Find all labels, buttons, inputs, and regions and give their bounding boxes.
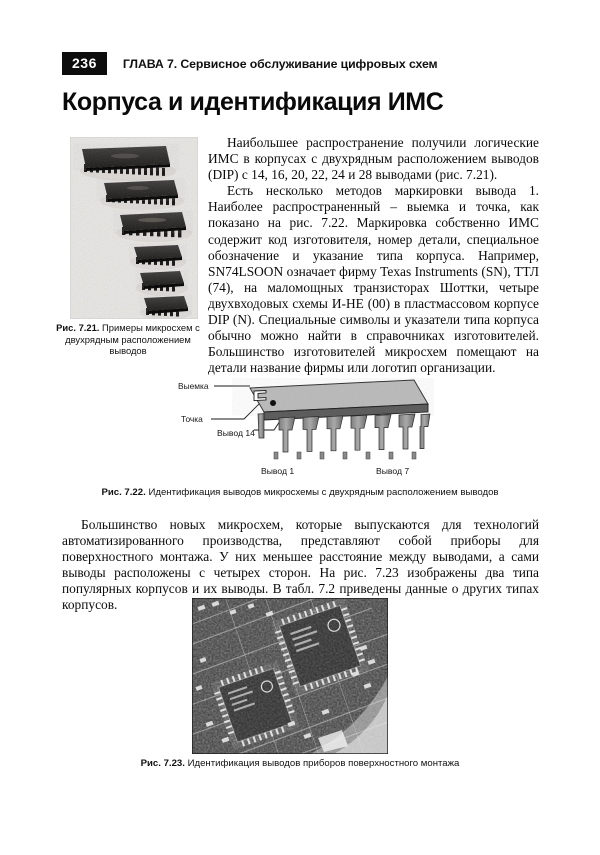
- dip-chip-28: [80, 146, 176, 181]
- figure-7-23-image: [192, 598, 388, 754]
- figure-7-21-image: [70, 137, 198, 319]
- pin-row-front: [279, 414, 430, 452]
- pin-row-back: [274, 452, 416, 459]
- label-notch: Выемка: [178, 381, 209, 391]
- dot-marker-icon: [270, 400, 276, 406]
- dip-package-drawing: [250, 380, 428, 438]
- paragraph-2: Есть несколько методов маркировки вывода 1. Наиболее распространенный – выемка и точка, как показано на рис. 7.22. Маркировка собственно ИМС содержит код изготовителя, номер детали, специальное обозначение и указание типа корпуса. Например, SN74LSOON означает фирму Texas Instruments (SN), ТТЛ (74), на маломощных транзисторах Шоттки, четыре двухвходовых схемы И-НЕ (00) в пластмассовом корпусе DIP (N). Специальные символы и указатели типа корпуса обычно можно найти в справочниках изготовителей. Большинство изготовителей микросхем помещают на детали название фирмы или логотип организации.: [208, 183, 539, 376]
- dip-chip-14-b: [140, 296, 192, 319]
- paragraph-3: Большинство новых микросхем, которые выпускаются для технологий автоматизированного производства, представляют собой приборы для поверхностного монтажа. У них меньшее расстояние между выводами, а сами выводы расположены с четырех сторон. На рис. 7.23 изображены два типа популярных корпусов и их выводы. В табл. 7.2 приведены данные о других типах корпусов.: [62, 517, 539, 613]
- label-pin-7: Вывод 7: [376, 466, 410, 476]
- photo-dip-packages: [70, 137, 198, 319]
- body-column-right: [208, 135, 539, 376]
- figure-7-22-caption: [60, 487, 540, 499]
- figure-7-22-caption-label: Рис. 7.22.: [101, 487, 146, 498]
- figure-7-23-caption-label: Рис. 7.23.: [140, 758, 185, 769]
- photo-surface-mount-board: [192, 598, 388, 754]
- dip-chip-22: [116, 212, 192, 242]
- page-number-badge: 236: [62, 52, 107, 75]
- figure-7-21-caption: [48, 322, 208, 357]
- running-head: [62, 52, 438, 75]
- dip-chip-24: [100, 180, 184, 210]
- paragraph-1: Наибольшее распространение получили логические ИМС в корпусах с двухрядным расположением выводов (DIP) с 14, 16, 20, 22, 24 и 28 выводами (рис. 7.21).: [208, 135, 539, 183]
- dip-chip-14: [136, 271, 188, 296]
- figure-7-23-caption-text: Идентификация выводов приборов поверхностного монтажа: [184, 758, 460, 769]
- figure-7-22-image: [178, 378, 434, 480]
- dip-chip-16: [130, 245, 186, 270]
- figure-7-21-caption-text: Примеры микросхем с двухрядным расположением выводов: [65, 322, 200, 357]
- page-title: Корпуса и идентификация ИМС: [62, 88, 444, 116]
- drawing-dip-pin-identification: [178, 378, 434, 480]
- label-dot: Точка: [181, 414, 203, 424]
- chapter-title: ГЛАВА 7. Сервисное обслуживание цифровых схем: [122, 56, 438, 71]
- leader-dot: [211, 401, 262, 419]
- label-pin-14: Вывод 14: [217, 428, 255, 438]
- figure-7-21-caption-label: Рис. 7.21.: [56, 322, 100, 333]
- label-pin-1: Вывод 1: [261, 466, 295, 476]
- figure-7-23-caption: [100, 758, 500, 770]
- figure-7-22-caption-text: Идентификация выводов микросхемы с двухрядным расположением выводов: [145, 487, 499, 498]
